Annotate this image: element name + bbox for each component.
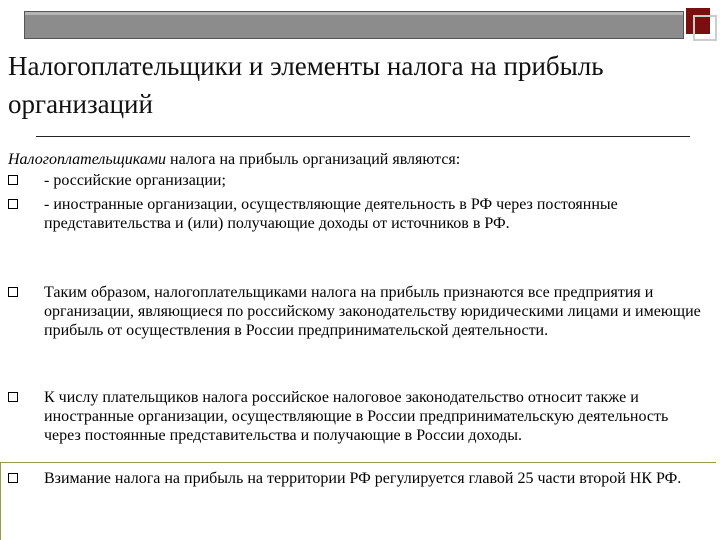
decorative-corner-outline	[693, 15, 717, 41]
intro-text: налога на прибыль организаций являются:	[166, 151, 461, 168]
intro-emphasis: Налогоплательщиками	[8, 151, 167, 168]
title-divider	[36, 136, 690, 137]
intro-line	[8, 150, 460, 169]
list-item-text: Таким образом, налогоплательщиками налога на прибыль признаются все предприятия и организации, являющиеся по российскому законодательству юридическими лицами и имеющие прибыль от осуществления в России предпринимательской деятельности.	[44, 284, 701, 339]
square-bullet-icon	[8, 287, 18, 297]
square-bullet-icon	[8, 473, 18, 483]
square-bullet-icon	[8, 199, 18, 209]
list-item-text: Взимание налога на прибыль на территории РФ регулируется главой 25 части второй НК РФ.	[44, 470, 682, 487]
square-bullet-icon	[8, 175, 18, 185]
list-item-text: К числу плательщиков налога российское налоговое законодательство относит также и иностранные организации, осуществляющие в России предпринимательскую деятельность через постоянные представительства и получающие в России доходы.	[44, 389, 669, 444]
slide-title: Налогоплательщики и элементы налога на прибыль организаций	[8, 51, 604, 119]
decorative-top-bar	[24, 11, 684, 39]
list-item-text: - иностранные организации, осуществляющие деятельность в РФ через постоянные представительства и (или) получающие доходы от источников в РФ.	[44, 196, 618, 232]
list-item-text: - российские организации;	[44, 172, 226, 189]
square-bullet-icon	[8, 392, 18, 402]
